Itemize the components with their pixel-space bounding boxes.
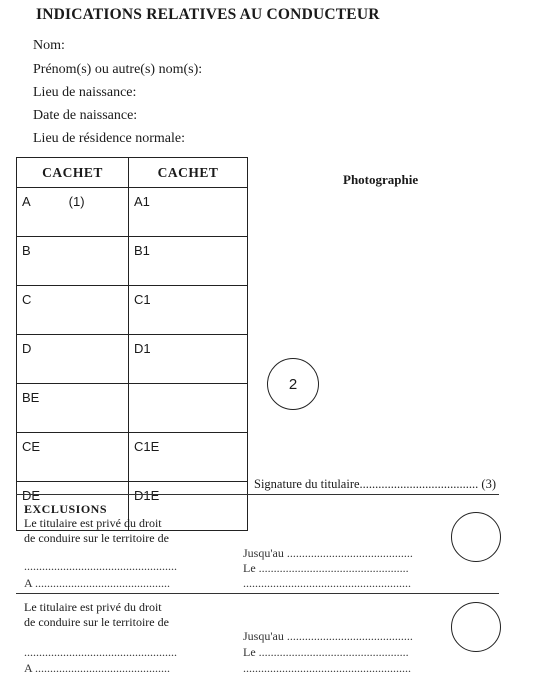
table-row — [17, 384, 248, 433]
category-cell — [129, 384, 248, 433]
category-cell: DE — [17, 482, 129, 531]
table-row — [17, 433, 248, 482]
table-row — [17, 286, 248, 335]
exclusion-1-jusqua — [243, 546, 435, 561]
footnote-ref: (1) — [68, 194, 85, 209]
category-table — [16, 157, 248, 531]
signature-dots: ...................................... — [359, 477, 479, 491]
table-row — [17, 335, 248, 384]
category-cell: BE — [17, 384, 129, 433]
signature-note: (3) — [481, 477, 496, 491]
exclusion-1-a-line — [24, 576, 219, 591]
category-cell — [17, 188, 129, 237]
field-date-naissance: Date de naissance: — [33, 108, 138, 123]
exclusions-title: EXCLUSIONS — [24, 502, 108, 516]
exclusion-1-jusqua-dots: .......................................... — [286, 546, 413, 560]
field-nom: Nom: — [33, 38, 65, 53]
table-row — [17, 237, 248, 286]
exclusion-2-a-label: A — [24, 661, 33, 675]
signature-label: Signature du titulaire — [254, 477, 360, 491]
form-title: INDICATIONS RELATIVES AU CONDUCTEUR — [36, 6, 380, 23]
exclusion-2-text-2: de conduire sur le territoire de — [24, 615, 169, 629]
circle-label: 2 — [288, 375, 298, 393]
exclusion-2-bottom-dots: ........................................................ — [243, 661, 411, 675]
header-cachet-1: CACHET — [17, 158, 129, 188]
exclusion-1-text-2: de conduire sur le territoire de — [24, 531, 169, 545]
exclusion-1-stamp-circle — [451, 512, 501, 562]
category-cell: B1 — [129, 237, 248, 286]
circle-2 — [267, 358, 319, 410]
exclusion-2-stamp-circle — [451, 602, 501, 652]
category-cell: D1 — [129, 335, 248, 384]
exclusion-2-le-label: Le — [243, 645, 256, 659]
signature-line — [254, 477, 554, 492]
category-cell: C1 — [129, 286, 248, 335]
exclusion-1-le-label: Le — [243, 561, 256, 575]
exclusion-1-jusqua-label: Jusqu'au — [243, 546, 284, 560]
exclusion-1-a-label: A — [24, 576, 33, 590]
category-cell: B — [17, 237, 129, 286]
field-residence: Lieu de résidence normale: — [33, 131, 185, 146]
photo-label: Photographie — [343, 172, 419, 187]
exclusion-2-text-1: Le titulaire est privé du droit — [24, 600, 162, 614]
category-code: A — [22, 194, 31, 209]
exclusion-2-jusqua — [243, 629, 435, 644]
exclusion-1-a-dots: ............................................. — [35, 576, 171, 590]
exclusion-2-dots: ................................................... — [24, 645, 177, 659]
exclusion-2-le — [243, 645, 435, 660]
category-cell: D1E — [129, 482, 248, 531]
exclusion-1-le — [243, 561, 435, 576]
category-cell: C1E — [129, 433, 248, 482]
exclusion-1-le-dots: .................................................. — [258, 561, 409, 575]
exclusion-2-jusqua-dots: .......................................... — [286, 629, 413, 643]
exclusion-2-a-line — [24, 661, 219, 676]
exclusion-2-le-dots: .................................................. — [258, 645, 409, 659]
exclusion-2-a-dots: ............................................. — [35, 661, 171, 675]
exclusion-1-text-1: Le titulaire est privé du droit — [24, 516, 162, 530]
category-cell: A1 — [129, 188, 248, 237]
divider-top — [16, 494, 499, 495]
divider-middle — [16, 593, 499, 594]
category-cell: CE — [17, 433, 129, 482]
table-row — [17, 188, 248, 237]
header-cachet-2: CACHET — [129, 158, 248, 188]
category-cell: D — [17, 335, 129, 384]
category-cell: C — [17, 286, 129, 335]
exclusion-2-jusqua-label: Jusqu'au — [243, 629, 284, 643]
exclusion-1-dots: ................................................... — [24, 559, 177, 573]
field-prenoms: Prénom(s) ou autre(s) nom(s): — [33, 62, 203, 77]
exclusion-1-bottom-dots: ........................................................ — [243, 576, 411, 590]
table-header-row — [17, 158, 248, 188]
field-lieu-naissance: Lieu de naissance: — [33, 85, 137, 100]
